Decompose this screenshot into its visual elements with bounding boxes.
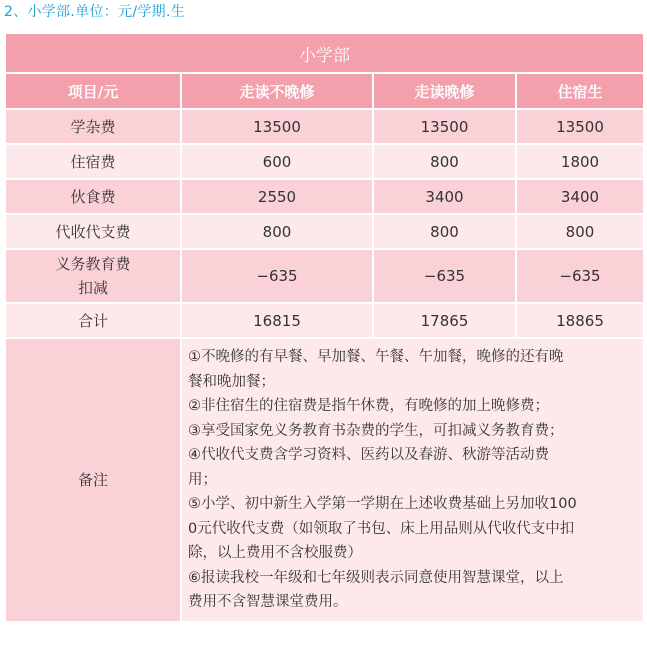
cell-value: 600 xyxy=(182,145,372,178)
note-line: ②非住宿生的住宿费是指午休费，有晚修的加上晚修费； xyxy=(188,398,549,414)
row-label: 伙食费 xyxy=(6,180,180,213)
notes-row xyxy=(6,339,643,621)
cell-value: 18865 xyxy=(517,304,643,337)
cell-value: 13500 xyxy=(182,110,372,143)
note-line: ④代收代支费含学习资料、医药以及春游、秋游等活动费 xyxy=(188,447,549,463)
cell-value: 2550 xyxy=(182,180,372,213)
note-line: ⑥报读我校一年级和七年级则表示同意使用智慧课堂，以上 xyxy=(188,569,564,586)
cell-value: 1800 xyxy=(517,145,643,178)
cell-value: 800 xyxy=(374,215,515,248)
note-line: ③享受国家免义务教育书杂费的学生，可扣减义务教育费； xyxy=(188,422,564,439)
cell-value: 800 xyxy=(374,145,515,178)
header-item: 项目/元 xyxy=(6,74,180,108)
note-line: ⑤小学、初中新生入学第一学期在上述收费基础上另加收100 xyxy=(188,496,577,512)
table-row xyxy=(6,180,643,213)
cell-value: 13500 xyxy=(517,110,643,143)
note-line: 费用不含智慧课堂费用。 xyxy=(188,594,348,610)
table-title: 小学部 xyxy=(6,34,643,72)
note-line: ①不晚修的有早餐、早加餐、午餐、午加餐，晚修的还有晚 xyxy=(188,349,564,365)
cell-value: 3400 xyxy=(517,180,643,213)
note-line: 0元代收代支费（如领取了书包、床上用品则从代收代支中扣 xyxy=(188,520,575,537)
header-day-evening: 走读晚修 xyxy=(374,74,515,108)
section-heading: 2、小学部.单位：元/学期.生 xyxy=(4,4,186,20)
row-label: 住宿费 xyxy=(6,145,180,178)
fee-table xyxy=(4,32,645,623)
header-row xyxy=(6,74,643,108)
note-line: 餐和晚加餐； xyxy=(188,373,275,390)
note-line: 除，以上费用不含校服费） xyxy=(188,545,362,561)
row-label: 合计 xyxy=(6,304,180,337)
table-row xyxy=(6,250,643,302)
header-day-no-evening: 走读不晚修 xyxy=(182,74,372,108)
row-label xyxy=(6,250,180,302)
cell-value: 17865 xyxy=(374,304,515,337)
notes-label: 备注 xyxy=(6,339,180,621)
table-row xyxy=(6,110,643,143)
cell-value: 800 xyxy=(182,215,372,248)
cell-value: 13500 xyxy=(374,110,515,143)
cell-value: −635 xyxy=(182,250,372,302)
note-line: 用； xyxy=(188,471,217,488)
row-label: 代收代支费 xyxy=(6,215,180,248)
cell-value: 800 xyxy=(517,215,643,248)
cell-value: 3400 xyxy=(374,180,515,213)
notes-content xyxy=(182,339,643,621)
header-boarding: 住宿生 xyxy=(517,74,643,108)
cell-value: −635 xyxy=(517,250,643,302)
total-row xyxy=(6,304,643,337)
cell-value: −635 xyxy=(374,250,515,302)
row-label-line: 义务教育费 xyxy=(55,255,131,273)
table-row xyxy=(6,145,643,178)
row-label-line: 扣减 xyxy=(77,279,108,297)
table-row xyxy=(6,215,643,248)
row-label: 学杂费 xyxy=(6,110,180,143)
cell-value: 16815 xyxy=(182,304,372,337)
